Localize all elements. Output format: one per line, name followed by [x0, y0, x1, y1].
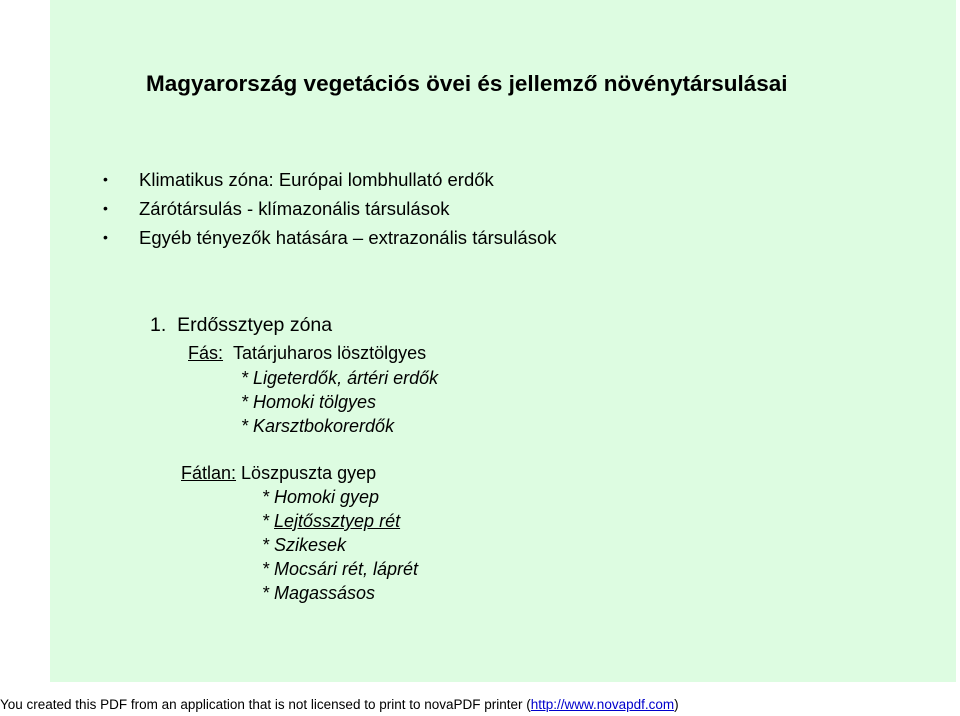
fas-line [188, 341, 426, 365]
bullet-text: Zárótársulás - klímazonális társulások [139, 198, 450, 219]
footer-text: You created this PDF from an application that is not licensed to print to novaPDF printer ( [0, 697, 531, 712]
slide-title: Magyarország vegetációs övei és jellemző növénytársulásai [146, 71, 788, 96]
bullet-item [103, 194, 557, 223]
zone-heading [150, 312, 332, 338]
fatlan-item-underlined: Lejtőssztyep rét [274, 511, 401, 531]
fas-label: Fás: [188, 343, 224, 363]
fatlan-item: * Szikesek [262, 535, 347, 555]
fatlan-item [262, 509, 400, 533]
zone-number: 1. [150, 314, 167, 336]
fatlan-item: * Mocsári rét, láprét [262, 559, 419, 579]
fatlan-label: Fátlan: [181, 463, 237, 483]
fas-item: * Ligeterdők, ártéri erdők [241, 368, 439, 388]
bullet-item [103, 165, 557, 194]
bullet-list [103, 165, 557, 252]
fatlan-item: * Magassásos [262, 583, 376, 603]
bullet-icon: • [103, 171, 108, 187]
bullet-icon: • [103, 200, 108, 216]
fas-item: * Homoki tölgyes [241, 392, 377, 412]
slide-background [50, 0, 956, 682]
bullet-text: Egyéb tényezők hatására – extrazonális társulások [139, 227, 557, 248]
bullet-icon: • [103, 229, 108, 245]
fatlan-first: Löszpuszta gyep [241, 463, 377, 483]
zone-name: Erdőssztyep zóna [177, 314, 333, 336]
footer-text-end: ) [674, 697, 679, 712]
footer-link[interactable]: http://www.novapdf.com [530, 697, 675, 712]
fas-first: Tatárjuharos lösztölgyes [233, 343, 427, 363]
fas-item: * Karsztbokorerdők [241, 416, 395, 436]
pdf-footer [0, 694, 960, 716]
bullet-text: Klimatikus zóna: Európai lombhullató erdők [139, 169, 494, 190]
bullet-item [103, 223, 557, 252]
fatlan-item: * Homoki gyep [262, 487, 380, 507]
fatlan-line [181, 461, 376, 485]
fatlan-item-prefix: * [262, 511, 275, 531]
